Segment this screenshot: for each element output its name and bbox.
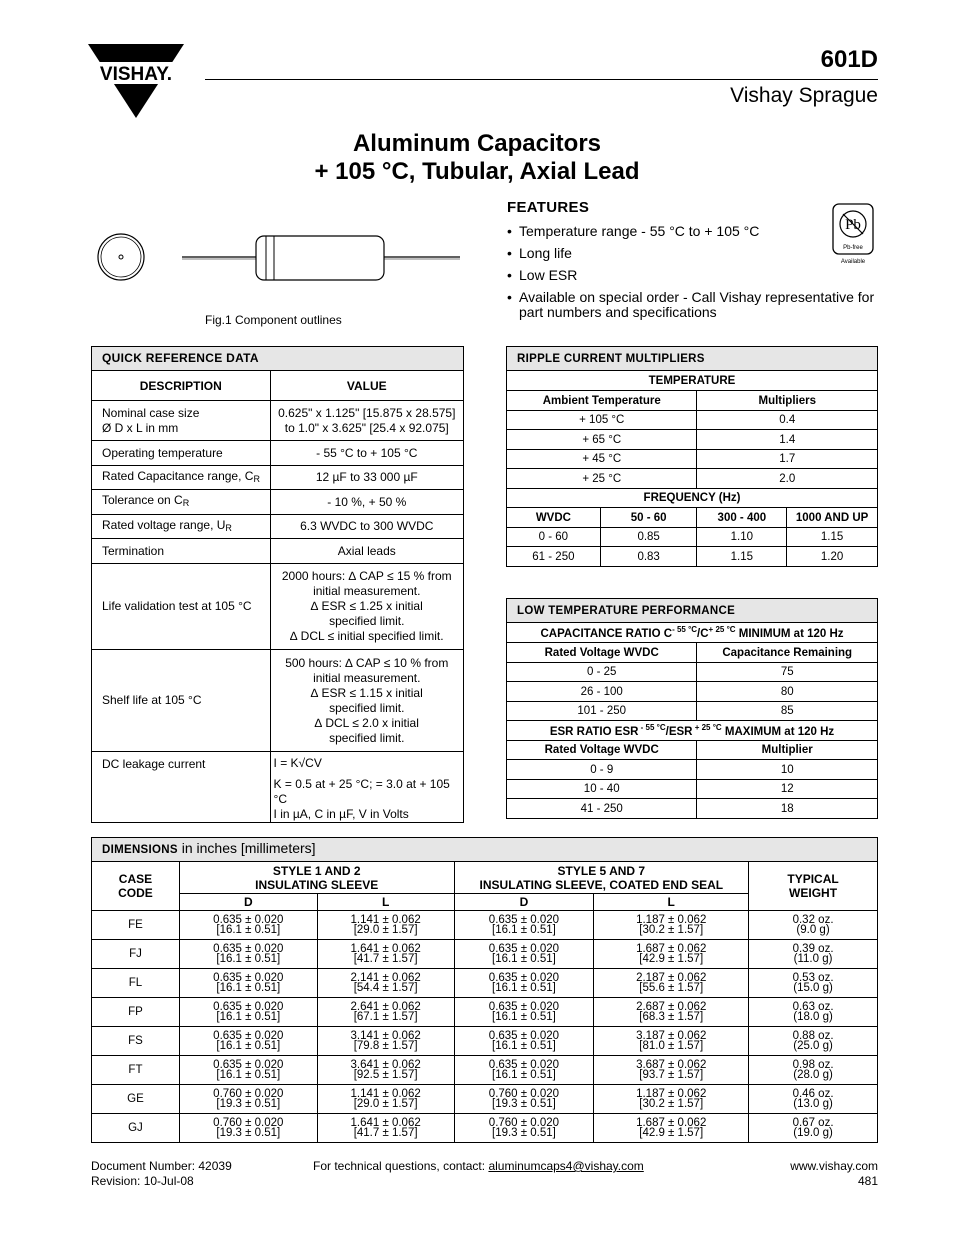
style57-l-cell: 1.687 ± 0.062 [42.9 ± 1.57]: [594, 940, 749, 969]
low-temperature-table: [506, 598, 878, 819]
table-row: + 45 °C 1.7: [507, 450, 878, 469]
dimensions-heading: DIMENSIONS in inches [millimeters]: [92, 838, 878, 862]
pb-free-badge: [831, 203, 875, 265]
pb-free-text: Pb-free: [843, 245, 863, 251]
col-ambient-temperature: Ambient Temperature: [507, 391, 697, 411]
pb-available-text: Available: [840, 259, 866, 265]
style12-d-cell: 0.635 ± 0.020 [16.1 ± 0.51]: [179, 998, 317, 1027]
table-row: [92, 1085, 878, 1114]
col-rated-voltage: Rated Voltage WVDC: [507, 643, 697, 663]
table-row: 41 - 250 18: [507, 799, 878, 819]
weight-cell: 0.63 oz. (18.0 g): [749, 998, 878, 1027]
weight-cell: 0.32 oz. (9.0 g): [749, 911, 878, 940]
contact-email-link[interactable]: aluminumcaps4@vishay.com: [488, 1159, 644, 1173]
website-link[interactable]: www.vishay.com: [790, 1159, 878, 1173]
qr-desc: Life validation test at 105 °C: [92, 564, 271, 650]
footer-contact: For technical questions, contact: aluminumcaps4@vishay.com: [313, 1159, 644, 1173]
table-row: 10 - 40 12: [507, 780, 878, 799]
weight-cell: 0.67 oz. (19.0 g): [749, 1114, 878, 1143]
style57-d-cell: 0.635 ± 0.020 [16.1 ± 0.51]: [454, 1056, 594, 1085]
col-1000-up: 1000 AND UP: [787, 508, 878, 528]
revision-date: Revision: 10-Jul-08: [91, 1174, 194, 1188]
component-outline-figure: [96, 228, 466, 288]
style12-l-cell: 1.141 ± 0.062 [29.0 ± 1.57]: [317, 1085, 454, 1114]
quick-reference-table: [91, 346, 464, 823]
col-capacitance-remaining: Capacitance Remaining: [697, 643, 878, 663]
style12-d-cell: 0.635 ± 0.020 [16.1 ± 0.51]: [179, 911, 317, 940]
style57-d-cell: 0.635 ± 0.020 [16.1 ± 0.51]: [454, 940, 594, 969]
col-case-code: CASE CODE: [92, 862, 180, 911]
esr-ratio-heading: ESR RATIO ESR $^{- 55 ^\circ C}$/ESR $^{+ 25 ^\circ C}$ MAXIMUM at 120 Hz: [507, 721, 878, 741]
qr-desc: Tolerance on $C_R$: [92, 490, 271, 515]
feature-item: • Long life: [507, 246, 882, 261]
vishay-logo: [88, 44, 184, 120]
style12-l-cell: 3.141 ± 0.062 [79.8 ± 1.57]: [317, 1027, 454, 1056]
manufacturer-subtitle: Vishay Sprague: [730, 84, 878, 107]
ripple-heading: RIPPLE CURRENT MULTIPLIERS: [507, 347, 878, 371]
style12-l-cell: 1.641 ± 0.062 [41.7 ± 1.57]: [317, 940, 454, 969]
case-code-cell: FL: [92, 969, 180, 998]
col-multiplier: Multiplier: [697, 741, 878, 760]
document-number: Document Number: 42039: [91, 1159, 232, 1173]
col-wvdc: WVDC: [507, 508, 601, 528]
frequency-heading: FREQUENCY (Hz): [507, 489, 878, 508]
footer-site: [790, 1159, 878, 1189]
col-d: D: [454, 894, 594, 911]
qr-desc: Shelf life at 105 °C: [92, 650, 271, 752]
style12-l-cell: 1.141 ± 0.062 [29.0 ± 1.57]: [317, 911, 454, 940]
style12-l-cell: 1.641 ± 0.062 [41.7 ± 1.57]: [317, 1114, 454, 1143]
style57-d-cell: 0.635 ± 0.020 [16.1 ± 0.51]: [454, 911, 594, 940]
style57-l-cell: 3.687 ± 0.062 [93.7 ± 1.57]: [594, 1056, 749, 1085]
style57-d-cell: 0.760 ± 0.020 [19.3 ± 0.51]: [454, 1085, 594, 1114]
style12-l-cell: 2.141 ± 0.062 [54.4 ± 1.57]: [317, 969, 454, 998]
case-code-cell: GJ: [92, 1114, 180, 1143]
col-l: L: [594, 894, 749, 911]
feature-item: • Temperature range - 55 °C to + 105 °C: [507, 224, 882, 239]
col-50-60: 50 - 60: [600, 508, 697, 528]
style57-d-cell: 0.635 ± 0.020 [16.1 ± 0.51]: [454, 998, 594, 1027]
style57-d-cell: 0.635 ± 0.020 [16.1 ± 0.51]: [454, 1027, 594, 1056]
table-row: + 25 °C 2.0: [507, 469, 878, 489]
case-code-cell: FS: [92, 1027, 180, 1056]
qr-value: 2000 hours: ∆ CAP ≤ 15 % from initial measurement. ∆ ESR ≤ 1.25 x initial specified limit. ∆ DCL ≤ initial specified limit.: [270, 564, 463, 650]
weight-cell: 0.46 oz. (13.0 g): [749, 1085, 878, 1114]
style57-l-cell: 2.687 ± 0.062 [68.3 ± 1.57]: [594, 998, 749, 1027]
style12-d-cell: 0.760 ± 0.020 [19.3 ± 0.51]: [179, 1085, 317, 1114]
table-row: [92, 911, 878, 940]
page-number: 481: [857, 1174, 878, 1188]
table-row: [92, 1056, 878, 1085]
table-row: [92, 1027, 878, 1056]
table-row: + 105 °C 0.4: [507, 411, 878, 430]
brand-text: VISHAY.: [99, 64, 173, 85]
weight-cell: 0.98 oz. (28.0 g): [749, 1056, 878, 1085]
style12-d-cell: 0.635 ± 0.020 [16.1 ± 0.51]: [179, 940, 317, 969]
style12-d-cell: 0.635 ± 0.020 [16.1 ± 0.51]: [179, 1027, 317, 1056]
table-row: [92, 969, 878, 998]
table-row: [92, 940, 878, 969]
col-value: VALUE: [270, 371, 463, 401]
qr-value: 0.625" x 1.125" [15.875 x 28.575] to 1.0" x 3.625" [25.4 x 92.075]: [270, 401, 463, 441]
table-row: [92, 1114, 878, 1143]
style57-l-cell: 3.187 ± 0.062 [81.0 ± 1.57]: [594, 1027, 749, 1056]
col-rated-voltage: Rated Voltage WVDC: [507, 741, 697, 760]
style12-d-cell: 0.635 ± 0.020 [16.1 ± 0.51]: [179, 969, 317, 998]
low-temp-heading: LOW TEMPERATURE PERFORMANCE: [507, 599, 878, 623]
table-row: 61 - 250 0.83 1.15 1.20: [507, 547, 878, 567]
case-code-cell: FJ: [92, 940, 180, 969]
qr-desc: Nominal case size Ø D x L in mm: [92, 401, 271, 441]
features-heading: FEATURES: [507, 199, 590, 216]
title-line-2: + 105 °C, Tubular, Axial Lead: [314, 158, 640, 185]
figure-caption: Fig.1 Component outlines: [205, 313, 342, 327]
case-code-cell: FP: [92, 998, 180, 1027]
qr-value: - 10 %, + 50 %: [270, 490, 463, 515]
qr-desc: Rated Capacitance range, $C_R$: [92, 466, 271, 490]
weight-cell: 0.88 oz. (25.0 g): [749, 1027, 878, 1056]
table-row: 0 - 9 10: [507, 760, 878, 780]
table-row: 0 - 60 0.85 1.10 1.15: [507, 528, 878, 547]
style57-d-cell: 0.635 ± 0.020 [16.1 ± 0.51]: [454, 969, 594, 998]
feature-item: • Available on special order - Call Vishay representative for part numbers and specifications: [507, 290, 882, 320]
style57-l-cell: 1.687 ± 0.062 [42.9 ± 1.57]: [594, 1114, 749, 1143]
col-multipliers: Multipliers: [697, 391, 878, 411]
style57-l-cell: 1.187 ± 0.062 [30.2 ± 1.57]: [594, 1085, 749, 1114]
feature-item: • Low ESR: [507, 268, 882, 283]
qr-desc: Operating temperature: [92, 441, 271, 466]
style57-l-cell: 1.187 ± 0.062 [30.2 ± 1.57]: [594, 911, 749, 940]
qr-value: I = K√CV K = 0.5 at + 25 °C; = 3.0 at + 105 °C I in µA, C in µF, V in Volts: [270, 752, 463, 823]
qr-desc: DC leakage current: [92, 752, 271, 823]
col-typical-weight: TYPICAL WEIGHT: [749, 862, 878, 911]
style12-l-cell: 2.641 ± 0.062 [67.1 ± 1.57]: [317, 998, 454, 1027]
title-line-1: Aluminum Capacitors: [352, 130, 602, 157]
style12-l-cell: 3.641 ± 0.062 [92.5 ± 1.57]: [317, 1056, 454, 1085]
capacitance-ratio-heading: CAPACITANCE RATIO $C^{- 55 ^\circ C}/C^{+ 25 ^\circ C}$ MINIMUM at 120 Hz: [507, 623, 878, 643]
style12-d-cell: 0.635 ± 0.020 [16.1 ± 0.51]: [179, 1056, 317, 1085]
col-l: L: [317, 894, 454, 911]
qr-value: 12 µF to 33 000 µF: [270, 466, 463, 490]
weight-cell: 0.53 oz. (15.0 g): [749, 969, 878, 998]
dimensions-body: [92, 911, 878, 1143]
footer-doc-info: [91, 1159, 232, 1189]
part-number: 601D: [820, 46, 878, 73]
qr-desc: Rated voltage range, $U_R$: [92, 515, 271, 539]
ripple-current-table: [506, 346, 878, 567]
col-style-1-2: STYLE 1 AND 2 INSULATING SLEEVE: [179, 862, 454, 894]
table-row: 0 - 25 75: [507, 663, 878, 682]
dimensions-table: [91, 837, 878, 1143]
case-code-cell: GE: [92, 1085, 180, 1114]
table-row: 101 - 250 85: [507, 702, 878, 721]
table-row: [92, 998, 878, 1027]
case-code-cell: FT: [92, 1056, 180, 1085]
col-d: D: [179, 894, 317, 911]
qr-value: 500 hours: ∆ CAP ≤ 10 % from initial measurement. ∆ ESR ≤ 1.15 x initial specified limit. ∆ DCL ≤ 2.0 x initial specified limit.: [270, 650, 463, 752]
style57-l-cell: 2.187 ± 0.062 [55.6 ± 1.57]: [594, 969, 749, 998]
table-row: + 65 °C 1.4: [507, 430, 878, 450]
col-style-5-7: STYLE 5 AND 7 INSULATING SLEEVE, COATED END SEAL: [454, 862, 749, 894]
pb-symbol: Pb: [845, 217, 861, 233]
qr-value: Axial leads: [270, 539, 463, 564]
style57-d-cell: 0.760 ± 0.020 [19.3 ± 0.51]: [454, 1114, 594, 1143]
page-title: [0, 130, 954, 186]
features-list: [507, 224, 882, 327]
style12-d-cell: 0.760 ± 0.020 [19.3 ± 0.51]: [179, 1114, 317, 1143]
case-code-cell: FE: [92, 911, 180, 940]
qr-value: - 55 °C to + 105 °C: [270, 441, 463, 466]
table-row: 26 - 100 80: [507, 682, 878, 702]
qr-value: 6.3 WVDC to 300 WVDC: [270, 515, 463, 539]
quick-reference-heading: QUICK REFERENCE DATA: [92, 347, 464, 371]
col-description: DESCRIPTION: [92, 371, 271, 401]
col-300-400: 300 - 400: [697, 508, 787, 528]
weight-cell: 0.39 oz. (11.0 g): [749, 940, 878, 969]
header-rule: [205, 79, 878, 80]
qr-desc: Termination: [92, 539, 271, 564]
temperature-heading: TEMPERATURE: [507, 371, 878, 391]
